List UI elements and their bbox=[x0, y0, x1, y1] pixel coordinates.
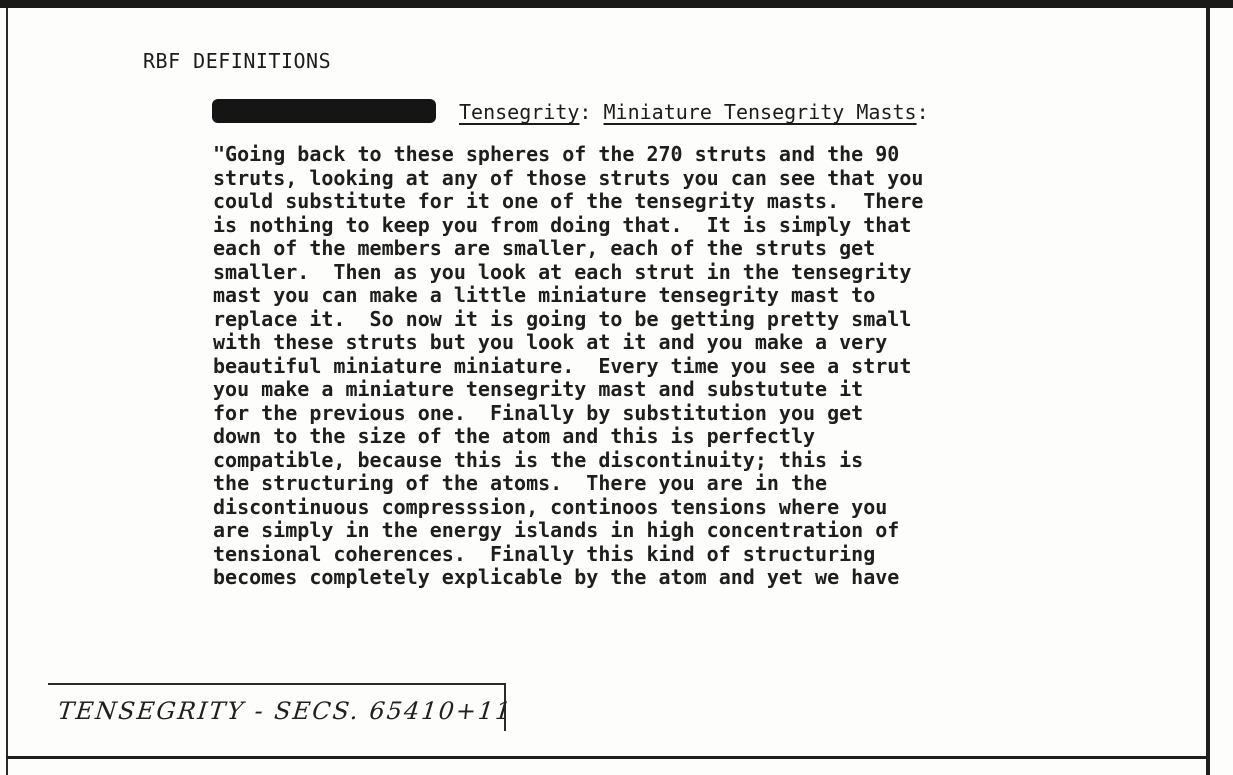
handwritten-citation: TENSEGRITY - SECS. 65410+11 bbox=[56, 697, 515, 725]
definition-heading bbox=[459, 100, 929, 124]
quote-line: "Going back to these spheres of the 270 struts and the 90 bbox=[213, 142, 900, 166]
heading-subterm: Miniature Tensegrity Masts bbox=[603, 100, 917, 124]
quote-line: is nothing to keep you from doing that. It is simply that bbox=[213, 212, 912, 237]
quote-line: discontinuous compresssion, continoos tensions where you bbox=[213, 494, 888, 519]
card-left-border bbox=[6, 8, 8, 775]
quote-line: for the previous one. Finally by substitution you get bbox=[213, 400, 864, 425]
card-top-border bbox=[0, 0, 1233, 8]
heading-separator: : bbox=[579, 100, 592, 124]
redaction-bar bbox=[212, 99, 436, 123]
quote-line: are simply in the energy islands in high concentration of bbox=[213, 518, 900, 542]
quote-line: tensional coherences. Finally this kind of structuring bbox=[213, 541, 876, 566]
quote-body bbox=[213, 143, 1093, 590]
quote-line: mast you can make a little miniature tensegrity mast to bbox=[213, 283, 876, 307]
quote-line: the structuring of the atoms. There you are in the bbox=[213, 471, 828, 495]
heading-term: Tensegrity bbox=[459, 100, 580, 124]
quote-line: replace it. So now it is going to be getting pretty small bbox=[213, 306, 912, 331]
quote-line: could substitute for it one of the tensegrity masts. There bbox=[213, 189, 924, 213]
quote-line: each of the members are smaller, each of the struts get bbox=[213, 236, 876, 260]
quote-line: with these struts but you look at it and you make a very bbox=[213, 330, 888, 354]
quote-line: struts, looking at any of those struts you can see that you bbox=[213, 165, 924, 190]
quote-line: smaller. Then as you look at each strut in the tensegrity bbox=[213, 259, 912, 284]
card-right-border bbox=[1206, 8, 1210, 775]
card-header: RBF DEFINITIONS bbox=[143, 49, 332, 73]
heading-trailing: : bbox=[916, 100, 929, 124]
quote-line: compatible, because this is the discontinuity; this is bbox=[213, 447, 864, 472]
quote-line: down to the size of the atom and this is perfectly bbox=[213, 424, 816, 448]
card-bottom-border bbox=[6, 756, 1210, 759]
quote-line: becomes completely explicable by the atom and yet we have bbox=[213, 565, 900, 589]
quote-line: beautiful miniature miniature. Every time you see a strut bbox=[213, 353, 912, 378]
quote-line: you make a miniature tensegrity mast and substutute it bbox=[213, 377, 864, 401]
